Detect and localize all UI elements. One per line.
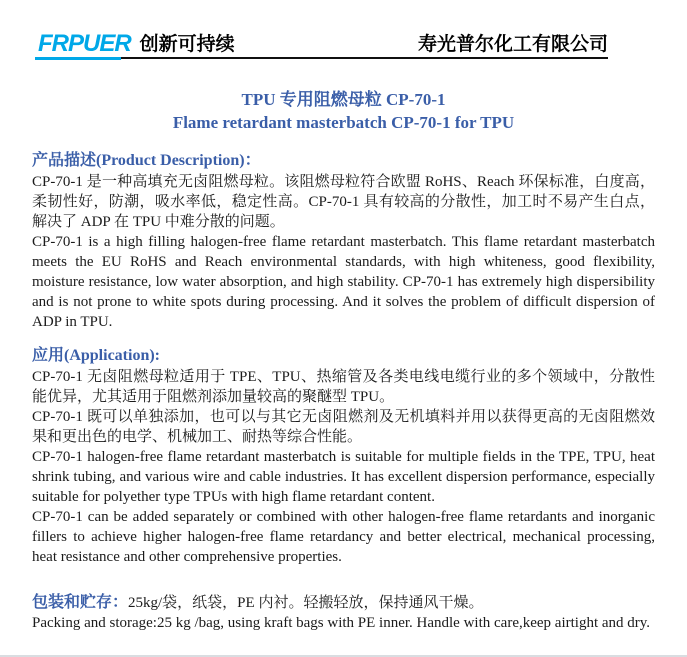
section-heading-packing: 包装和贮存： <box>32 594 129 611</box>
logo-underline-bar <box>35 57 121 60</box>
brand-block <box>38 32 235 56</box>
application-paragraph-zh1: CP-70-1 无卤阻燃母粒适用于 TPE、TPU、热缩管及各类电线电缆行业的多个领域中，分散性能优异，尤其适用于阻燃剂添加量较高的聚醚型 TPU。 <box>32 369 655 405</box>
product-title-block <box>0 88 687 134</box>
description-paragraph-en: CP-70-1 is a high filling halogen-free flame retardant masterbatch. This flame retardant masterbatch meets the EU RoHS and Reach environmental standards, with high whiteness, good flexibility, moisture resistance, low water absorption, and high stability. CP-70-1 has extremely high dispersibility and is not prone to white spots during processing. And it solves the problem of difficult dispersion of ADP in TPU. <box>32 234 655 330</box>
section-packing-storage <box>32 593 655 633</box>
packing-text-zh: 25kg/袋，纸袋，PE 内衬。轻搬轻放，保持通风干燥。 <box>128 595 484 611</box>
product-title-zh: TPU 专用阻燃母粒 CP-70-1 <box>241 90 446 109</box>
section-product-description <box>32 150 655 332</box>
section-heading-description: 产品描述(Product Description)： <box>32 152 261 169</box>
company-name: 寿光普尔化工有限公司 <box>417 34 608 55</box>
application-paragraph-en1: CP-70-1 halogen-free flame retardant masterbatch is suitable for multiple fields in the TPE, TPU, heat shrink tubing, and various wire and cable industries. It has excellent dispersion performance, especially suitable for polyether type TPUs with high flame retardant content. <box>32 449 655 505</box>
section-application <box>32 345 655 567</box>
application-paragraph-zh2: CP-70-1 既可以单独添加，也可以与其它无卤阻燃剂及无机填料并用以获得更高的无卤阻燃效果和更出色的电学、机械加工、耐热等综合性能。 <box>32 409 655 445</box>
brand-tagline: 创新可持续 <box>139 34 235 55</box>
page-header <box>38 32 608 59</box>
frpuer-logo: FRPUER <box>38 30 131 57</box>
section-heading-application: 应用(Application): <box>32 347 161 364</box>
packing-line-zh <box>32 593 655 613</box>
document-body <box>32 150 655 646</box>
packing-line-en: Packing and storage:25 kg /bag, using kraft bags with PE inner. Handle with care,keep airtight and dry. <box>32 615 651 631</box>
description-paragraph-zh: CP-70-1 是一种高填充无卤阻燃母粒。该阻燃母粒符合欧盟 RoHS、Reach 环保标准，白度高，柔韧性好，防潮，吸水率低，稳定性高。CP-70-1 具有较高的分散性，加工时不易产生白点，解决了 ADP 在 TPU 中难分散的问题。 <box>32 174 655 230</box>
product-title-en: Flame retardant masterbatch CP-70-1 for TPU <box>172 113 515 132</box>
application-paragraph-en2: CP-70-1 can be added separately or combined with other halogen-free flame retardants and inorganic fillers to achieve higher halogen-free flame retardancy and better electrical, mechanical processing, heat resistance and other comprehensive properties. <box>32 509 655 565</box>
